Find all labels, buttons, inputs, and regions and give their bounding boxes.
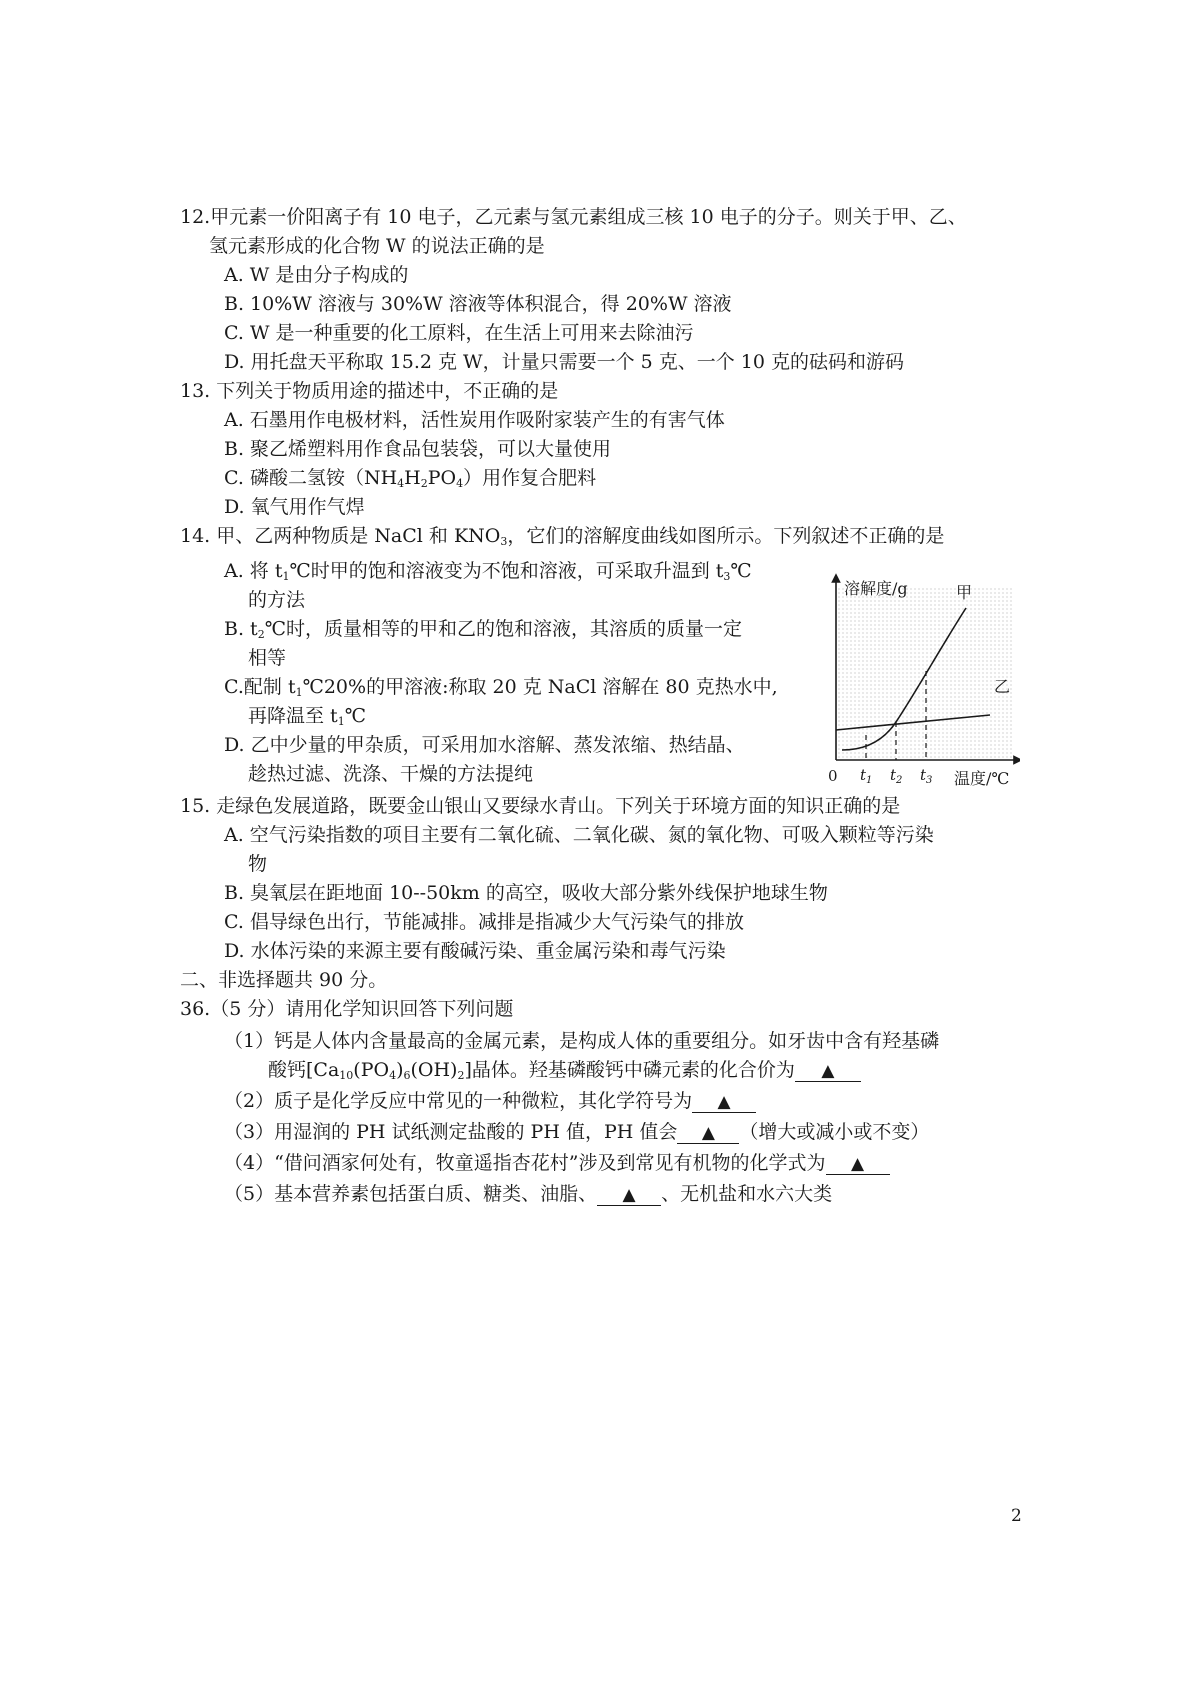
- q13-c-text-4: ）用作复合肥料: [463, 467, 597, 489]
- q15-option-d: D. 水体污染的来源主要有酸碱污染、重金属污染和毒气污染: [224, 940, 726, 962]
- q36-p4-text: （4）“借问酒家何处有，牧童遥指杏花村”涉及到常见有机物的化学式为: [224, 1152, 826, 1174]
- series-yi-label: 乙: [994, 677, 1011, 696]
- x-tick-label-t3: $t_3$: [920, 766, 933, 786]
- q36-p1-sub-2: 4: [389, 1069, 397, 1082]
- origin-label: 0: [828, 767, 838, 785]
- q13-c-sub-1: 4: [397, 477, 405, 490]
- q14-a-sub-2: 3: [723, 570, 731, 583]
- q12-option-b: B. 10%W 溶液与 30%W 溶液等体积混合，得 20%W 溶液: [224, 293, 732, 315]
- q12-stem-line2: 氢元素形成的化合物 W 的说法正确的是: [209, 235, 545, 257]
- q13-option-c: [224, 469, 596, 488]
- q13-c-sub-3: 4: [456, 477, 464, 490]
- x-axis-label: 温度/℃: [954, 769, 1010, 786]
- q14-stem-text-2: ，它们的溶解度曲线如图所示。下列叙述不正确的是: [507, 525, 945, 547]
- q13-c-text-3: PO: [427, 467, 457, 489]
- answer-triangle-icon: ▲: [850, 1154, 865, 1174]
- x-tick-label-t1: $t_1$: [860, 766, 873, 786]
- q14-option-c-line2: [248, 707, 366, 726]
- q14-c-text-1: C.配制 t: [224, 676, 296, 698]
- q36-p3-answer-blank[interactable]: [677, 1123, 739, 1144]
- q36-p5-text-1: （5）基本营养素包括蛋白质、糖类、油脂、: [224, 1183, 598, 1205]
- answer-triangle-icon: ▲: [821, 1061, 835, 1081]
- q36-p3-text-1: （3）用湿润的 PH 试纸测定盐酸的 PH 值，PH 值会: [224, 1121, 678, 1143]
- q36-part1-line2: [268, 1061, 861, 1082]
- q12-option-a: A. W 是由分子构成的: [224, 264, 409, 286]
- q36-stem: 36.（5 分）请用化学知识回答下列问题: [180, 998, 514, 1020]
- x-tick-label-t2: $t_2$: [890, 766, 903, 786]
- q36-p5-text-2: 、无机盐和水六大类: [661, 1183, 833, 1205]
- answer-triangle-icon: ▲: [717, 1092, 731, 1112]
- q36-part2: [224, 1092, 756, 1113]
- q13-stem: 13. 下列关于物质用途的描述中，不正确的是: [180, 380, 559, 402]
- q36-p1-text-2: (PO: [353, 1059, 390, 1081]
- answer-triangle-icon: ▲: [701, 1123, 715, 1143]
- q14-stem-text-1: 14. 甲、乙两种物质是 NaCl 和 KNO: [180, 525, 501, 547]
- q14-option-a-line2: 的方法: [248, 589, 306, 611]
- q36-p4-answer-blank[interactable]: [826, 1154, 890, 1175]
- answer-triangle-icon: ▲: [622, 1185, 636, 1205]
- q36-p1-sub-4: 2: [457, 1069, 465, 1082]
- q36-p1-text-1: 酸钙[Ca: [268, 1059, 340, 1081]
- section-2-heading: 二、非选择题共 90 分。: [180, 969, 388, 991]
- q15-option-b: B. 臭氧层在距地面 10--50km 的高空，吸收大部分紫外线保护地球生物: [224, 882, 828, 904]
- q14-stem-sub: 3: [500, 535, 508, 548]
- q15-stem: 15. 走绿色发展道路，既要金山银山又要绿水青山。下列关于环境方面的知识正确的是: [180, 795, 901, 817]
- q13-option-d: D. 氧气用作气焊: [224, 496, 365, 518]
- y-axis-label: 溶解度/g: [844, 579, 908, 598]
- q14-a-sub-1: 1: [282, 570, 290, 583]
- q36-p1-sub-3: 6: [403, 1069, 411, 1082]
- q36-part3: [224, 1123, 929, 1144]
- q14-a-text-3: ℃: [730, 560, 752, 582]
- q14-c2-text-2: ℃: [344, 705, 366, 727]
- q13-c-text-2: H: [404, 467, 421, 489]
- q14-option-d-line2: 趁热过滤、洗涤、干燥的方法提纯: [248, 763, 534, 785]
- q14-option-d-line1: D. 乙中少量的甲杂质，可采用加水溶解、蒸发浓缩、热结晶、: [224, 734, 745, 756]
- q13-option-a: A. 石墨用作电极材料，活性炭用作吸附家装产生的有害气体: [224, 409, 725, 431]
- q36-p5-answer-blank[interactable]: [597, 1185, 661, 1206]
- q14-option-b-line1: [224, 620, 742, 639]
- q36-p3-text-2: （增大或减小或不变）: [739, 1121, 930, 1143]
- solubility-chart: [806, 572, 1020, 786]
- q14-c-sub-1: 1: [295, 686, 303, 699]
- q15-option-a-line2: 物: [248, 853, 268, 875]
- q13-option-b: B. 聚乙烯塑料用作食品包装袋，可以大量使用: [224, 438, 612, 460]
- q12-option-c: C. W 是一种重要的化工原料，在生活上可用来去除油污: [224, 322, 694, 344]
- q13-c-sub-2: 2: [420, 477, 428, 490]
- q36-p1-sub-1: 10: [339, 1069, 354, 1082]
- q14-option-a-line1: [224, 562, 752, 581]
- q36-p2-answer-blank[interactable]: [692, 1092, 756, 1113]
- chart-grid-background: [836, 586, 1014, 760]
- q14-option-b-line2: 相等: [248, 647, 287, 669]
- q14-a-text-1: A. 将 t: [224, 560, 283, 582]
- q14-c2-sub: 1: [337, 715, 345, 728]
- q14-a-text-2: ℃时甲的饱和溶液变为不饱和溶液，可采取升温到 t: [289, 560, 724, 582]
- series-jia-label: 甲: [956, 583, 973, 602]
- q15-option-c: C. 倡导绿色出行，节能减排。减排是指减少大气污染气的排放: [224, 911, 744, 933]
- q14-stem: [180, 527, 944, 546]
- q14-b-text-2: ℃时，质量相等的甲和乙的饱和溶液，其溶质的质量一定: [264, 618, 742, 640]
- q36-part4: [224, 1154, 890, 1175]
- q12-stem-line1: 12.甲元素一价阳离子有 10 电子，乙元素与氢元素组成三核 10 电子的分子。则关于甲、乙、: [180, 206, 967, 228]
- q15-option-a-line1: A. 空气污染指数的项目主要有二氧化硫、二氧化碳、氮的氧化物、可吸入颗粒等污染: [224, 824, 934, 846]
- q12-option-d: D. 用托盘天平称取 15.2 克 W，计量只需要一个 5 克、一个 10 克的砝码和游码: [224, 351, 905, 373]
- q36-part1-line1: （1）钙是人体内含量最高的金属元素，是构成人体的重要组分。如牙齿中含有羟基磷: [224, 1030, 940, 1052]
- q36-p2-text: （2）质子是化学反应中常见的一种微粒，其化学符号为: [224, 1090, 693, 1112]
- q14-b-sub: 2: [257, 628, 265, 641]
- q36-p1-text-4: (OH): [410, 1059, 458, 1081]
- q36-part5: [224, 1185, 832, 1206]
- q36-p1-answer-blank[interactable]: [795, 1061, 861, 1082]
- q13-c-text-1: C. 磷酸二氢铵（NH: [224, 467, 398, 489]
- q36-p1-text-3: ): [396, 1059, 404, 1081]
- q14-c-text-2: ℃20%的甲溶液:称取 20 克 NaCl 溶解在 80 克热水中,: [302, 676, 778, 698]
- page-number: 2: [1011, 1506, 1022, 1526]
- q36-p1-text-5: ]晶体。羟基磷酸钙中磷元素的化合价为: [464, 1059, 795, 1081]
- q14-b-text-1: B. t: [224, 618, 258, 640]
- q14-option-c-line1: [224, 678, 778, 697]
- q14-c2-text-1: 再降温至 t: [248, 705, 338, 727]
